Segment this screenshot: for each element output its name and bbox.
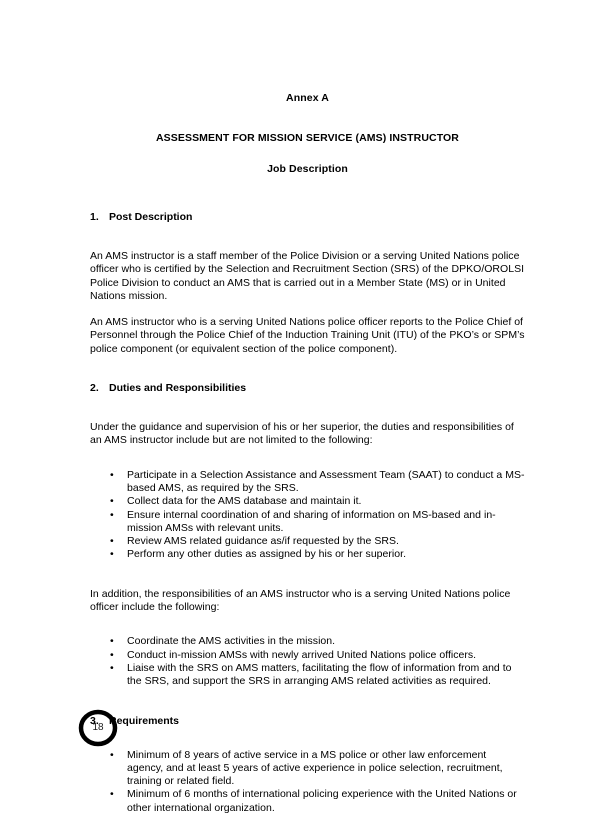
section-title: Duties and Responsibilities: [109, 382, 247, 395]
bullet-icon: •: [110, 508, 114, 521]
spacer: [90, 575, 525, 588]
bullet-icon: •: [110, 788, 114, 801]
paragraph-post-description-2: An AMS instructor who is a serving United Nations police officer reports to the Police Chief of Personnel through the Police Chief of the Induction Training Unit (ITU) of the PKO’s or SPM’s police component (or equivalent section of the police component).: [90, 316, 525, 355]
section-number: 3.: [90, 714, 99, 727]
list-item: [90, 788, 525, 815]
list-item: [90, 662, 525, 689]
list-item-text: Ensure internal coordination of and sharing of information on MS-based and in-mission AMSs with relevant units.: [127, 508, 496, 534]
spacer: [90, 728, 525, 741]
list-item-text: Perform any other duties as assigned by his or her superior.: [127, 548, 407, 561]
spacer: [90, 408, 525, 421]
annex-label: Annex A: [286, 92, 329, 104]
list-item-text: Conduct in-mission AMSs with newly arrived United Nations police officers.: [127, 648, 477, 661]
list-item-text: Review AMS related guidance as/if requested by the SRS.: [127, 535, 399, 548]
document-title: ASSESSMENT FOR MISSION SERVICE (AMS) INSTRUCTOR: [155, 132, 459, 144]
spacer: [90, 145, 525, 163]
bullet-icon: •: [110, 468, 114, 481]
section-number: 1.: [90, 211, 99, 223]
spacer: [90, 395, 525, 408]
spacer: [90, 614, 525, 627]
section-title: Post Description: [109, 211, 193, 223]
paragraph-duties-intro: Under the guidance and supervision of his or her superior, the duties and responsibilities of an AMS instructor include but are not limited to the following:: [90, 421, 514, 447]
list-item-text: Participate in a Selection Assistance and Assessment Team (SAAT) to conduct a MS-based AMS, as required by the SRS.: [127, 468, 525, 494]
spacer: [90, 105, 525, 132]
bullet-icon: •: [110, 748, 114, 761]
list-item: [90, 535, 525, 548]
bullet-icon: •: [110, 635, 114, 648]
bullet-icon: •: [110, 495, 114, 508]
spacer: [90, 369, 525, 382]
spacer: [90, 448, 525, 461]
spacer: [90, 176, 525, 203]
list-duties-additional: [90, 635, 525, 688]
spacer: [90, 237, 525, 250]
bullet-icon: •: [110, 661, 114, 674]
bullet-icon: •: [110, 535, 114, 548]
spacer: [90, 356, 525, 369]
bullet-icon: •: [110, 548, 114, 561]
spacer: [90, 303, 525, 316]
spacer: [90, 627, 525, 635]
spacer: [90, 741, 525, 749]
list-item: [90, 649, 525, 662]
section-title: Requirements: [109, 714, 180, 727]
list-item: [90, 469, 525, 496]
list-item: [90, 495, 525, 508]
paragraph-duties-additional-intro: In addition, the responsibilities of an AMS instructor who is a serving United Nations police officer include the following:: [90, 587, 511, 614]
spacer: [90, 461, 525, 469]
paragraph-post-description-1: An AMS instructor is a staff member of the Police Division or a serving United Nations police officer who is certified by the Selection and Recruitment Section (SRS) of the DPKO/OROLSI Police Division to conduct an AMS that is carried out in a Member State (MS) or in United Nations mission.: [90, 250, 525, 302]
list-item-text: Minimum of 6 months of international policing experience with the United Nations or other international organization.: [127, 788, 517, 814]
list-item: [90, 635, 525, 648]
list-item-text: Coordinate the AMS activities in the mission.: [127, 635, 336, 648]
page-number: 18: [92, 722, 104, 733]
spacer: [90, 224, 525, 237]
document-body: [90, 92, 525, 815]
list-requirements: [90, 749, 525, 815]
spacer: [90, 562, 525, 575]
list-duties: [90, 469, 525, 562]
document-subtitle: Job Description: [267, 163, 348, 175]
list-item-text: Minimum of 8 years of active service in a MS police or other law enforcement agency, and at least 5 years of active experience in police selection, recruitment, training or related field.: [127, 748, 503, 788]
section-heading-post-description: [90, 211, 525, 224]
page-number-annotation: [78, 708, 118, 748]
list-item: [90, 548, 525, 561]
list-item: [90, 749, 525, 789]
list-item: [90, 509, 525, 536]
list-item-text: Liaise with the SRS on AMS matters, facilitating the flow of information from and to the SRS, and support the SRS in arranging AMS related activities as required.: [127, 661, 512, 688]
section-heading-requirements: [90, 715, 525, 728]
section-heading-duties: [90, 382, 525, 395]
spacer: [90, 203, 525, 211]
spacer: [90, 689, 525, 702]
section-number: 2.: [90, 382, 99, 395]
bullet-icon: •: [110, 648, 114, 661]
spacer: [90, 702, 525, 715]
list-item-text: Collect data for the AMS database and maintain it.: [127, 495, 362, 508]
